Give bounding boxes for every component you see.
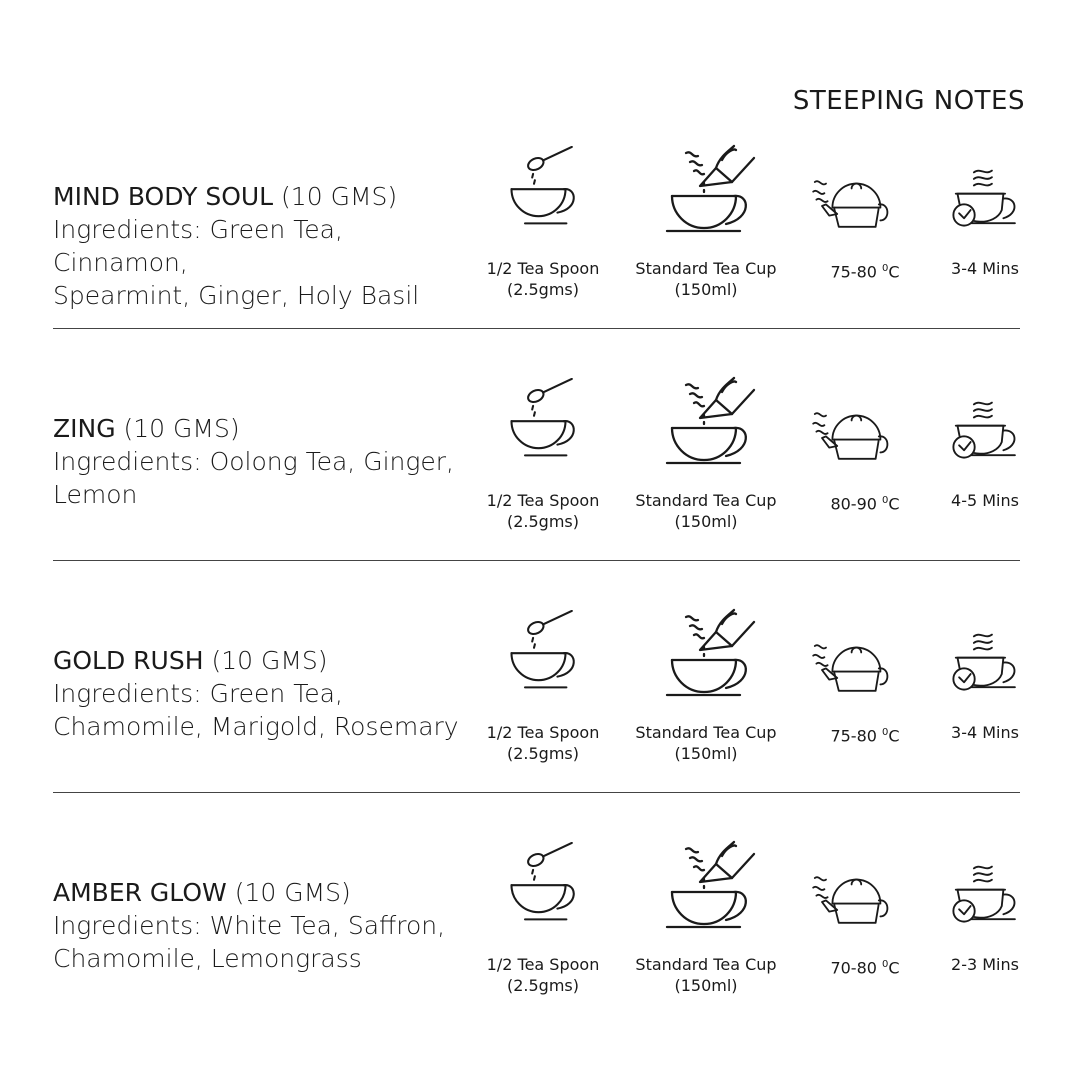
tea-description [53, 412, 473, 511]
temperature-value: 70-80 [830, 958, 883, 978]
cup-type: Standard Tea Cup [635, 259, 777, 278]
ingredients-line: Spearmint, Ginger, Holy Basil [53, 281, 420, 310]
teapot-icon [800, 854, 900, 934]
cup-type: Standard Tea Cup [635, 955, 777, 974]
steep-time-caption: 4-5 Mins [951, 491, 1019, 510]
cup-clock-icon [946, 842, 1028, 934]
spoon-amount-caption [473, 722, 613, 764]
cup-volume-caption [626, 954, 786, 996]
cup-volume: (150ml) [674, 280, 738, 299]
tea-title [53, 412, 473, 445]
temperature-unit: C [888, 726, 900, 746]
spoon-amount-caption [473, 490, 613, 532]
degree-mark: 0 [882, 495, 889, 506]
tea-row-zing [0, 370, 1080, 602]
tea-title [53, 876, 473, 909]
temperature-value: 80-90 [830, 494, 883, 514]
tea-title [53, 180, 473, 213]
degree-mark: 0 [882, 727, 889, 738]
cup-volume: (150ml) [674, 744, 738, 763]
pour-teacup-icon [664, 602, 764, 702]
tea-weight: (10 GMS) [273, 182, 398, 211]
tea-row-mind-body-soul [0, 138, 1080, 370]
steeping-notes-heading: STEEPING NOTES [792, 86, 1025, 116]
cup-clock-icon [946, 610, 1028, 702]
teaspoon-cup-icon [498, 842, 588, 932]
spoon-weight: (2.5gms) [506, 976, 579, 995]
cup-volume-caption [626, 722, 786, 764]
pour-teacup-icon [664, 834, 764, 934]
tea-title [53, 644, 473, 677]
spoon-weight: (2.5gms) [506, 512, 579, 531]
teapot-icon [800, 158, 900, 238]
cup-volume: (150ml) [674, 512, 738, 531]
pour-teacup-icon [664, 370, 764, 470]
tea-name: AMBER GLOW [53, 878, 227, 907]
pour-teacup-icon [664, 138, 764, 238]
teapot-icon [800, 622, 900, 702]
teaspoon-cup-icon [498, 610, 588, 700]
temperature-unit: C [888, 262, 900, 282]
steep-time-caption: 3-4 Mins [951, 723, 1019, 742]
tea-description [53, 180, 473, 312]
ingredients-line: Ingredients: Green Tea, Cinnamon, [53, 215, 343, 277]
tea-weight: (10 GMS) [226, 878, 351, 907]
teaspoon-cup-icon [498, 146, 588, 236]
steep-time-caption: 3-4 Mins [951, 259, 1019, 278]
ingredients-line: Chamomile, Lemongrass [53, 944, 362, 973]
ingredients-line: Ingredients: White Tea, Saffron, [53, 911, 446, 940]
cup-clock-icon [946, 146, 1028, 238]
tea-row-amber-glow [0, 834, 1080, 1066]
cup-volume-caption [626, 490, 786, 532]
row-divider [53, 560, 1020, 561]
spoon-amount: 1/2 Tea Spoon [486, 955, 600, 974]
cup-volume: (150ml) [674, 976, 738, 995]
ingredients-line: Ingredients: Green Tea, [53, 679, 343, 708]
spoon-amount: 1/2 Tea Spoon [486, 259, 600, 278]
spoon-weight: (2.5gms) [506, 744, 579, 763]
spoon-amount: 1/2 Tea Spoon [486, 723, 600, 742]
tea-name: ZING [53, 414, 116, 443]
tea-weight: (10 GMS) [115, 414, 240, 443]
tea-weight: (10 GMS) [203, 646, 328, 675]
temperature-caption [805, 490, 925, 514]
row-divider [53, 328, 1020, 329]
temperature-caption [805, 722, 925, 746]
cup-type: Standard Tea Cup [635, 491, 777, 510]
temperature-value: 75-80 [830, 262, 883, 282]
tea-name: MIND BODY SOUL [53, 182, 274, 211]
teaspoon-cup-icon [498, 378, 588, 468]
tea-description [53, 876, 473, 975]
cup-clock-icon [946, 378, 1028, 470]
spoon-weight: (2.5gms) [506, 280, 579, 299]
teapot-icon [800, 390, 900, 470]
spoon-amount-caption [473, 258, 613, 300]
temperature-value: 75-80 [830, 726, 883, 746]
ingredients-line: Chamomile, Marigold, Rosemary [53, 712, 459, 741]
cup-volume-caption [626, 258, 786, 300]
cup-type: Standard Tea Cup [635, 723, 777, 742]
temperature-caption [805, 258, 925, 282]
spoon-amount-caption [473, 954, 613, 996]
spoon-amount: 1/2 Tea Spoon [486, 491, 600, 510]
degree-mark: 0 [882, 263, 889, 274]
tea-description [53, 644, 473, 743]
degree-mark: 0 [882, 959, 889, 970]
temperature-unit: C [888, 958, 900, 978]
temperature-unit: C [888, 494, 900, 514]
steep-time-caption: 2-3 Mins [951, 955, 1019, 974]
temperature-caption [805, 954, 925, 978]
tea-name: GOLD RUSH [53, 646, 204, 675]
ingredients-line: Ingredients: Oolong Tea, Ginger, [53, 447, 454, 476]
ingredients-line: Lemon [53, 480, 138, 509]
row-divider [53, 792, 1020, 793]
tea-row-gold-rush [0, 602, 1080, 834]
